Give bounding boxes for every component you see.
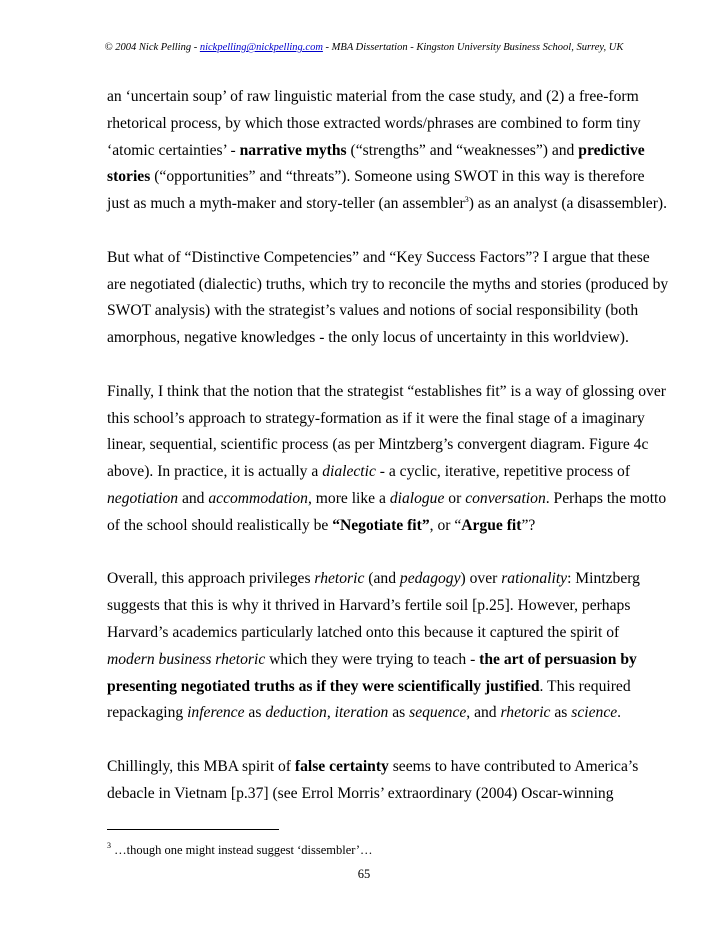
footnote-reference: 3 [464,195,469,205]
text-run: But what of “Distinctive Competencies” and “Key Success Factors”? I argue that these [107,248,650,266]
italic-text: inference [187,704,245,722]
text-run: (“opportunities” and “threats”). Someone using SWOT in this way is therefore [150,168,645,186]
text-run: . [617,704,622,722]
bold-text: the art of persuasion by [479,650,637,668]
italic-text: deduction [265,704,327,722]
italic-text: negotiation [107,489,179,507]
text-line [107,111,641,138]
paragraph [107,566,640,727]
italic-text: dialectic [322,463,376,481]
text-run: ”? [521,516,536,534]
italic-text: conversation [465,489,546,507]
bold-text: false certainty [294,757,389,775]
text-run: an ‘uncertain soup’ of raw linguistic material from the case study, and (2) a free-form [107,88,639,105]
text-run: as [550,704,572,722]
text-line [107,513,627,540]
text-line [107,191,668,218]
text-run: (and [364,570,400,588]
text-run: are negotiated (dialectic) truths, which try to reconcile the myths and stories (produced by [107,275,669,293]
paragraph [107,754,639,808]
bold-text: predictive [578,141,645,159]
text-line [107,486,667,513]
footnote-divider [107,829,279,830]
text-line [107,674,631,701]
bold-text: presenting negotiated truths as if they were scientifically justified [107,677,540,695]
paragraph [107,84,668,218]
text-run: rhetorical process, by which those extracted words/phrases are combined to form tiny [107,114,641,132]
text-run: of the school should realistically be [107,516,333,534]
italic-text: sequence [409,704,467,722]
text-line [107,298,639,325]
text-run: Overall, this approach privileges [107,570,315,588]
bold-text: Argue fit [461,516,522,534]
text-run: Harvard’s academics particularly latched onto this because it captured the spirit of [107,623,620,641]
text-run: this school’s approach to strategy-formation as if it were the final stage of a imaginary [107,409,645,427]
text-line [107,272,669,299]
text-line [107,164,645,191]
bold-text: narrative myths [239,141,347,159]
text-run: as [388,704,410,722]
text-line [107,84,639,111]
text-run: SWOT analysis) with the strategist’s values and notions of social responsibility (both [107,302,639,320]
text-line [107,459,631,486]
text-run: , and [466,704,501,722]
italic-text: rationality [501,570,568,588]
text-run: : Mintzberg [567,570,640,588]
text-run: and [178,489,209,507]
text-run: debacle in Vietnam [p.37] (see Errol Morris’ extraordinary (2004) Oscar-winning [107,784,614,802]
text-run: or [444,489,466,507]
italic-text: rhetoric [314,570,365,588]
text-run: amorphous, negative knowledges - the only locus of uncertainty in this worldview). [107,329,629,347]
text-line [107,700,627,727]
text-run: - a cyclic, iterative, repetitive process of [375,463,631,481]
text-line [107,325,627,352]
text-run: , [326,704,335,722]
italic-text: dialogue [389,489,445,507]
page-number: 65 [357,867,371,881]
text-run: , more like a [307,489,390,507]
text-line [107,754,639,781]
text-run: Finally, I think that the notion that the strategist “establishes fit” is a way of glossing over [107,382,666,400]
footnote-text: …though one might instead suggest ‘dissembler’… [111,843,373,857]
text-line [107,138,645,165]
text-line [107,781,627,808]
text-line [107,245,650,272]
italic-text: accommodation [208,489,308,507]
text-run: ) as an analyst (a disassembler). [468,195,668,213]
header-copyright: © 2004 Nick Pelling - [104,42,200,53]
text-line [107,566,640,593]
italic-text: rhetoric [500,704,551,722]
italic-text: pedagogy [399,570,461,588]
text-run: . This required [539,677,631,695]
header-email-link[interactable]: nickpelling@nickpelling.com [199,42,323,53]
text-run: , or “ [429,516,462,534]
text-line [107,620,627,647]
text-run: as [244,704,266,722]
text-run: ) over [460,570,502,588]
text-run: linear, sequential, scientific process (as per Mintzberg’s convergent diagram. Figure 4c [107,436,649,454]
text-run: repackaging [107,704,188,722]
italic-text: modern business rhetoric [107,650,266,668]
italic-text: science [571,704,618,722]
header-title: - MBA Dissertation - Kingston University Business School, Surrey, UK [322,42,624,53]
text-run: seems to have contributed to America’s [388,757,639,775]
text-run: above). In practice, it is actually a [107,463,323,481]
footnote [107,843,373,858]
body-text [107,84,669,834]
bold-text: “Negotiate fit” [332,516,430,534]
bold-text: stories [107,168,151,186]
text-run: Chillingly, this MBA spirit of [107,757,295,775]
text-run: (“strengths” and “weaknesses”) and [346,141,579,159]
text-run: just as much a myth-maker and story-teller (an assembler [107,195,465,213]
footnote-marker: 3 [107,841,111,850]
text-line [107,432,649,459]
text-run: ‘atomic certainties’ - [107,141,240,159]
page-header [0,42,728,53]
text-line [107,406,645,433]
text-line [107,647,637,674]
italic-text: iteration [334,704,389,722]
text-line [107,593,631,620]
paragraph [107,379,667,540]
text-run: which they were trying to teach - [265,650,480,668]
paragraph [107,245,669,352]
text-line [107,379,666,406]
text-run: suggests that this is why it thrived in Harvard’s fertile soil [p.25]. However, perhaps [107,597,631,615]
text-run: . Perhaps the motto [545,489,667,507]
